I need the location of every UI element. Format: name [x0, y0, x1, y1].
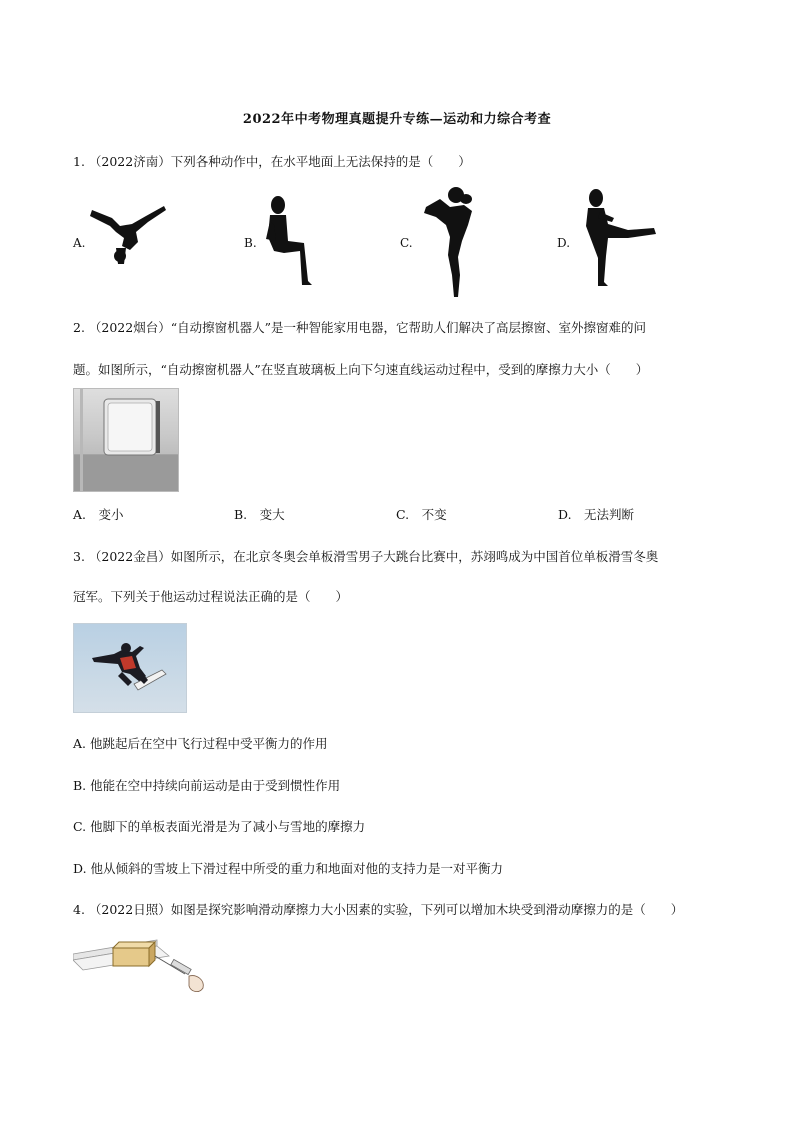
question-4-stem: 4. （2022日照）如图是探究影响滑动摩擦力大小因素的实验，下列可以增加木块受到滑动摩擦力的是（ ） — [73, 902, 684, 917]
q2-option-a: A. 变小 — [73, 507, 124, 522]
question-3-stem-line-1: 3. （2022金昌）如图所示，在北京冬奥会单板滑雪男子大跳台比赛中，苏翊鸣成为中国首位单板滑雪冬奥 — [73, 549, 659, 564]
q1-option-a-label: A. — [73, 236, 86, 250]
question-3-stem-line-2: 冠军。下列关于他运动过程说法正确的是（ ） — [73, 589, 349, 604]
page-title: 2022年中考物理真题提升专练—运动和力综合考查 — [242, 112, 552, 127]
snowboarder-photo — [73, 623, 187, 713]
q1-option-d-label: D. — [557, 236, 571, 250]
question-2-stem-line-2: 题。如图所示，“自动擦窗机器人”在竖直玻璃板上向下匀速直线运动过程中，受到的摩擦力大小（ ） — [73, 362, 649, 377]
q1-option-c-silhouette — [420, 185, 490, 300]
question-2-stem-line-1: 2. （2022烟台）“自动擦窗机器人”是一种智能家用电器，它帮助人们解决了高层擦窗、室外擦窗难的问 — [73, 320, 646, 335]
window-cleaning-robot-photo — [73, 388, 179, 492]
q3-option-b: B. 他能在空中持续向前运动是由于受到惯性作用 — [73, 778, 341, 793]
q1-option-b-silhouette — [262, 195, 318, 290]
q2-option-d: D. 无法判断 — [558, 507, 635, 522]
q3-option-d: D. 他从倾斜的雪坡上下滑过程中所受的重力和地面对他的支持力是一对平衡力 — [73, 861, 504, 876]
q3-option-a: A. 他跳起后在空中飞行过程中受平衡力的作用 — [73, 736, 328, 751]
q2-option-b: B. 变大 — [234, 507, 285, 522]
friction-experiment-figure — [73, 934, 213, 1000]
q1-option-b-label: B. — [244, 236, 257, 250]
snowboarder-illustration — [74, 624, 186, 712]
q3-option-c: C. 他脚下的单板表面光滑是为了减小与雪地的摩擦力 — [73, 819, 366, 834]
q1-option-a-silhouette — [90, 198, 170, 268]
question-1-stem: 1. （2022济南）下列各种动作中，在水平地面上无法保持的是（ ） — [73, 154, 471, 169]
q2-option-c: C. 不变 — [396, 507, 447, 522]
q1-option-d-silhouette — [578, 186, 658, 288]
window-robot-illustration — [74, 389, 178, 491]
q1-option-c-label: C. — [400, 236, 413, 250]
